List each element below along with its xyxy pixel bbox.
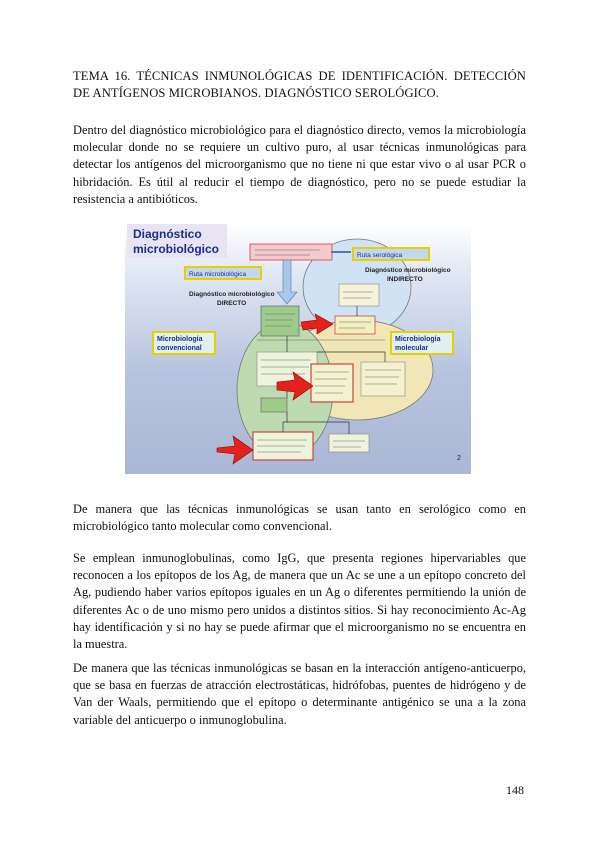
down-arrow-icon [277,260,297,304]
diagram-title-line1: Diagnóstico [133,227,202,241]
antigen-detection-box [335,316,375,334]
micro-convencional-line2: convencional [157,345,202,352]
diagnosis-diagram [125,222,471,474]
page-number: 148 [506,783,524,797]
sample-box [250,244,332,260]
ruta-serologica-label: Ruta serológica [357,252,403,259]
paragraph-immunoglobulins: Se emplean inmunoglobulinas, como IgG, que presenta regiones hipervariables que reconocen a los epítopos de los Ag, de manera que un Ac se une a un epítopo concreto del Ag, pudiendo haber varios epítopos iguales en un Ag o diferentes permitiendo la unión de diferentes Ac o de uno mismo pero unidos a distintos sitios. Si hay reconocimiento Ac-Ag hay identificación y si no hay se puede afirmar que el microorganismo no se encuentra en la muestra. [73,551,526,652]
micro-convencional-line1: Microbiología [157,336,203,343]
paragraph-usage: De manera que las técnicas inmunológicas se usan tanto en serológico como en microbiológico tanto molecular como convencional. [73,502,526,534]
micro-molecular-line1: Microbiología [395,336,441,343]
paragraph-interaction: De manera que las técnicas inmunológicas se basan en la interacción antígeno-anticuerpo, que se basa en fuerzas de atracción electrostáticas, hidrófobas, puentes de hidrógeno y de Van der Waals, permitiendo que el epítopo o determinante antigénico se una a la zona variable del anticuerpo o inmunoglobulina. [73,661,526,727]
indirecto-label-line2: INDIRECTO [387,276,423,283]
micro-molecular-line2: molecular [395,345,429,352]
identification-box [261,398,287,412]
direct-methods-box [261,306,299,336]
diagram-figure [125,222,471,474]
immunology-box [311,364,353,402]
paragraph-intro: Dentro del diagnóstico microbiológico para el diagnóstico directo, vemos la microbiología molecular donde no se requiere un cultivo puro, al usar técnicas inmunológicas para detectar los antígenos del microorganismo que no tiene ni que estar vivo o al usar PCR o hibridación. Es útil al reducir el tiempo de diagnóstico, pero no se puede estudiar la resistencia a antibióticos. [73,123,526,206]
directo-label-line2: DIRECTO [217,300,247,307]
page-title: TEMA 16. TÉCNICAS INMUNOLÓGICAS DE IDENTIFICACIÓN. DETECCIÓN DE ANTÍGENOS MICROBIANOS. DIAGNÓSTICO SEROLÓGICO. [73,69,526,100]
directo-label-line1: Diagnóstico microbiológico [189,291,275,298]
red-arrow-icon [217,436,253,464]
serology-methods-box [339,284,379,306]
ruta-microbiologica-label: Ruta microbiológica [189,271,247,278]
sensitivity-box [329,434,369,452]
indirecto-label-line1: Diagnóstico microbiológico [365,267,451,274]
diagram-title-line2: microbiológico [133,242,220,256]
molecular-methods-box [361,362,405,396]
slide-number: 2 [457,455,461,462]
